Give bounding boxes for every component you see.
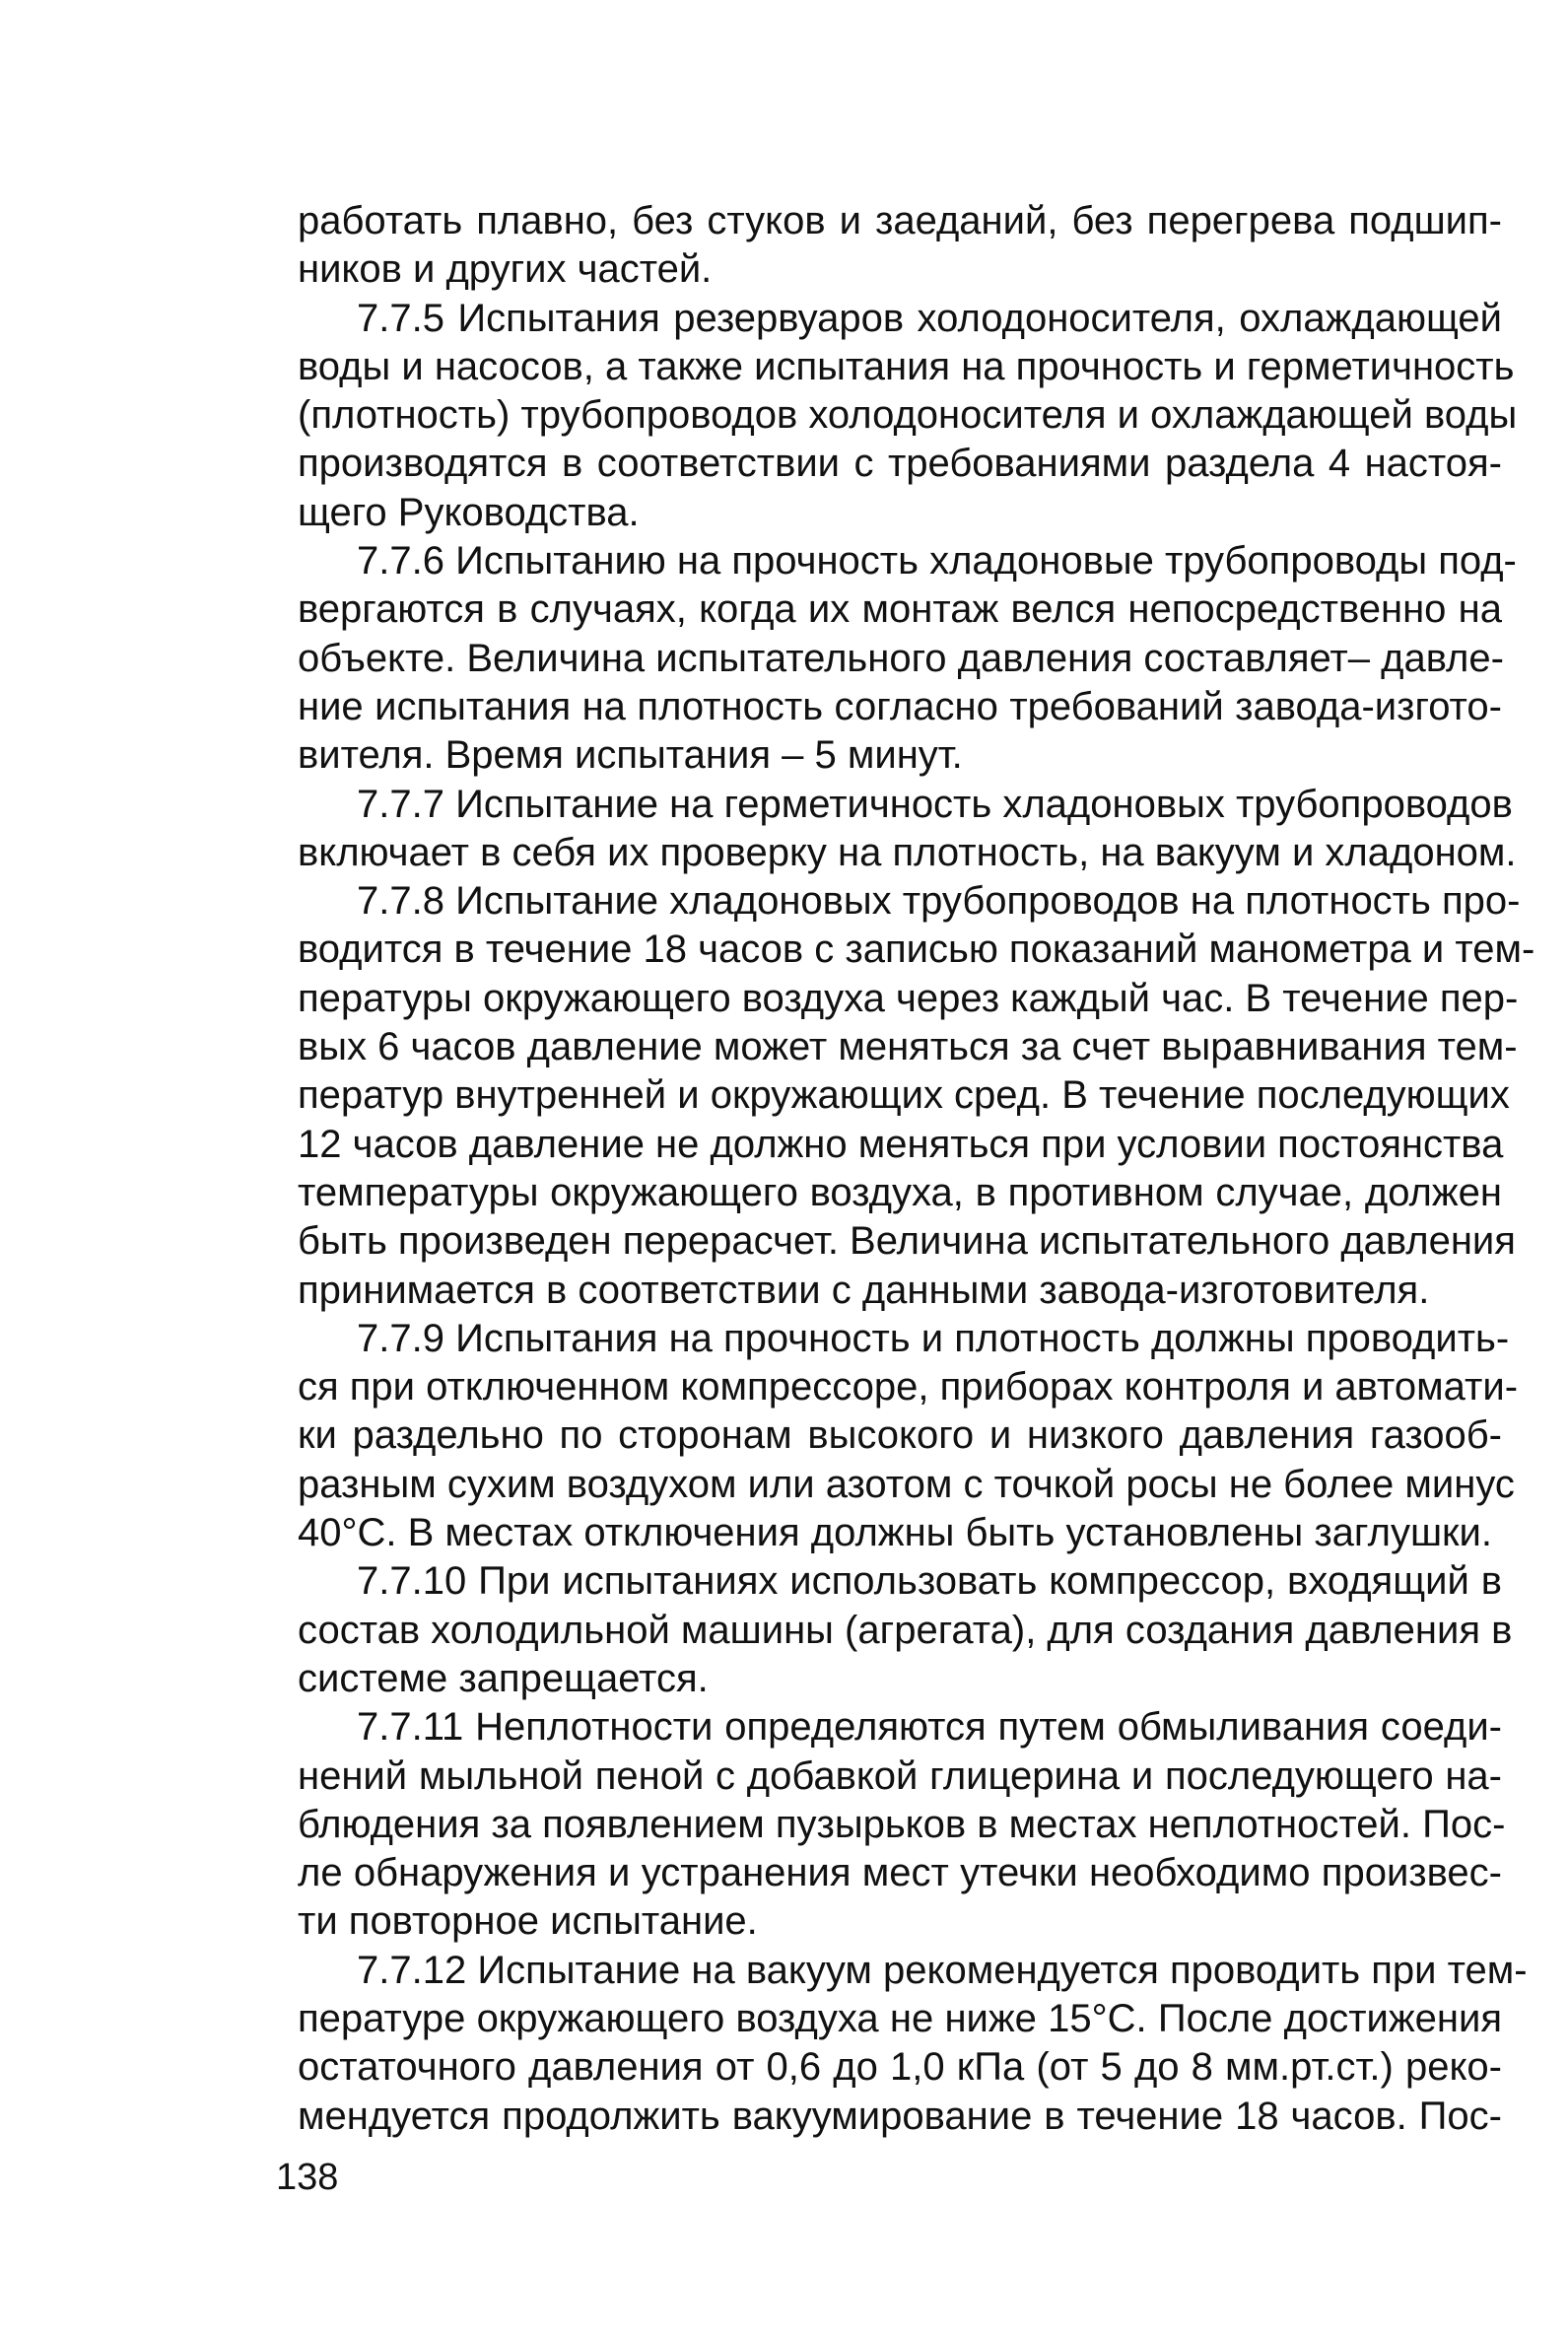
text-line: щего Руководства. [298, 490, 640, 534]
text-line: разным сухим воздухом или азотом с точкой росы не более минус [298, 1462, 1515, 1506]
text-line: вителя. Время испытания – 5 минут. [298, 733, 963, 778]
section-7-7-12-heading-line: 7.7.12 Испытание на вакуум рекомендуется проводить при тем- [357, 1948, 1528, 1992]
text-line: объекте. Величина испытательного давления составляет– давле- [298, 636, 1504, 680]
text-line: ся при отключенном компрессоре, приборах контроля и автомати- [298, 1365, 1519, 1409]
text-line: принимается в соответствии с данными завода-изготовителя. [298, 1268, 1430, 1312]
text-line: производятся в соответствии с требованиями раздела 4 настоя- [298, 442, 1502, 486]
section-7-7-9-heading-line: 7.7.9 Испытания на прочность и плотность должны проводить- [357, 1316, 1510, 1360]
text-line: (плотность) трубопроводов холодоносителя и охлаждающей воды [298, 393, 1518, 438]
document-body [298, 197, 1535, 2141]
text-line: ки раздельно по сторонам высокого и низкого давления газооб- [298, 1413, 1502, 1458]
text-line: остаточного давления от 0,6 до 1,0 кПа (от 5 до 8 мм.рт.ст.) реко- [298, 2045, 1502, 2090]
section-7-7-10-heading-line: 7.7.10 При испытаниях использовать компрессор, входящий в [357, 1559, 1502, 1604]
section-7-7-7-heading-line: 7.7.7 Испытание на герметичность хладоновых трубопроводов [357, 782, 1513, 826]
section-7-7-6-heading-line: 7.7.6 Испытанию на прочность хладоновые трубопроводы под- [357, 539, 1517, 584]
text-line: ле обнаружения и устранения мест утечки необходимо произвес- [298, 1851, 1502, 1895]
text-line: 12 часов давление не должно меняться при условии постоянства [298, 1122, 1504, 1166]
text-line: ние испытания на плотность согласно требований завода-изгото- [298, 684, 1502, 728]
text-line: пературы окружающего воздуха через каждый час. В течение пер- [298, 976, 1519, 1020]
text-line: вергаются в случаях, когда их монтаж велся непосредственно на [298, 587, 1502, 632]
text-line: блюдения за появлением пузырьков в местах неплотностей. Пос- [298, 1802, 1506, 1846]
text-line: 40°С. В местах отключения должны быть установлены заглушки. [298, 1511, 1493, 1555]
text-line: ператур внутренней и окружающих сред. В течение последующих [298, 1073, 1510, 1118]
text-line: вых 6 часов давление может меняться за счет выравнивания тем- [298, 1025, 1518, 1069]
section-7-7-11-heading-line: 7.7.11 Неплотности определяются путем обмыливания соеди- [357, 1705, 1502, 1750]
page-number: 138 [276, 2157, 339, 2198]
text-line: быть произведен перерасчет. Величина испытательного давления [298, 1219, 1516, 1264]
text-line: мендуется продолжить вакуумирование в течение 18 часов. Пос- [298, 2094, 1502, 2138]
section-7-7-5-heading-line: 7.7.5 Испытания резервуаров холодоносителя, охлаждающей [357, 296, 1502, 340]
text-line: водится в течение 18 часов с записью показаний манометра и тем- [298, 928, 1535, 972]
section-7-7-8-heading-line: 7.7.8 Испытание хладоновых трубопроводов на плотность про- [357, 879, 1521, 924]
text-line: работать плавно, без стуков и заеданий, без перегрева подшип- [298, 199, 1502, 242]
text-line: нений мыльной пеной с добавкой глицерина и последующего на- [298, 1753, 1502, 1798]
text-line: состав холодильной машины (агрегата), для создания давления в [298, 1608, 1513, 1652]
text-line: воды и насосов, а также испытания на прочность и герметичность [298, 344, 1515, 388]
text-line: ников и других частей. [298, 247, 713, 292]
text-line: включает в себя их проверку на плотность, на вакуум и хладоном. [298, 830, 1517, 874]
text-line: ти повторное испытание. [298, 1899, 758, 1944]
text-line: пературе окружающего воздуха не ниже 15°С. После достижения [298, 1996, 1502, 2040]
text-line: температуры окружающего воздуха, в противном случае, должен [298, 1170, 1502, 1214]
text-line: системе запрещается. [298, 1656, 709, 1700]
